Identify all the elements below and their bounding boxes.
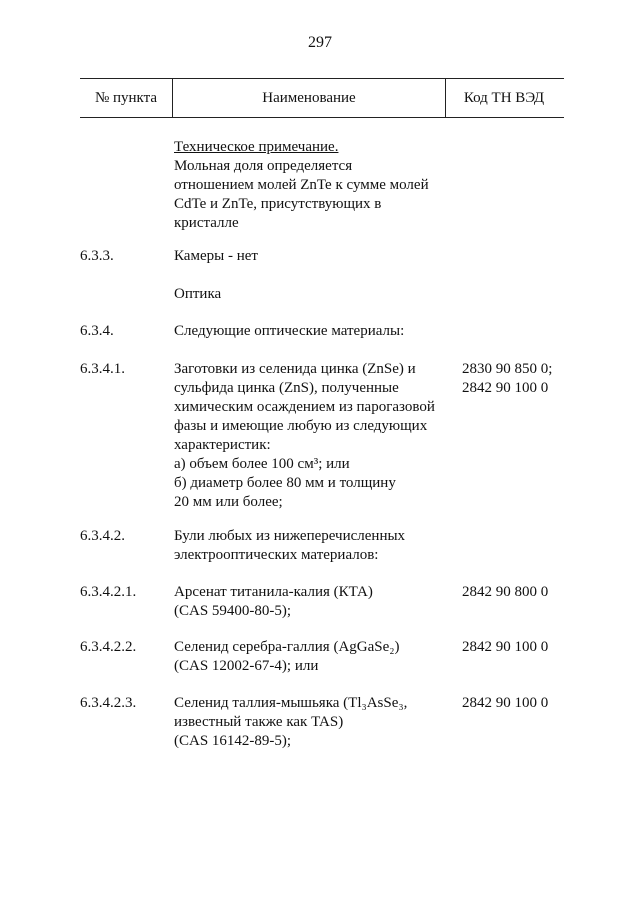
note-line: отношением молей ZnTe к сумме молей bbox=[174, 177, 429, 193]
entry-number: 6.3.4.2.3. bbox=[80, 695, 137, 711]
tnved-code: 2842 90 100 0 bbox=[462, 639, 549, 655]
entry-number: 6.3.4. bbox=[80, 323, 114, 339]
entry-text: (CAS 59400-80-5); bbox=[174, 603, 292, 619]
entry-text: Були любых из нижеперечисленных bbox=[174, 528, 406, 544]
entry-text: электрооптических материалов: bbox=[174, 547, 379, 563]
tnved-code: 2842 90 100 0 bbox=[462, 695, 549, 711]
entry-text: б) диаметр более 80 мм и толщину bbox=[174, 475, 396, 491]
entry-text: Селенид таллия-мышьяка (Tl₃AsSe₃, bbox=[174, 695, 408, 711]
entry-text: Следующие оптические материалы: bbox=[174, 323, 405, 339]
entry-text: Заготовки из селенида цинка (ZnSe) и bbox=[174, 361, 416, 377]
entry-text: химическим осаждением из парогазовой bbox=[174, 399, 435, 415]
entry-text: сульфида цинка (ZnS), полученные bbox=[174, 380, 399, 396]
entry-text: 20 мм или более; bbox=[174, 494, 283, 510]
page-number: 297 bbox=[308, 34, 332, 51]
entry-number: 6.3.4.2.1. bbox=[80, 584, 137, 600]
entry-text: фазы и имеющие любую из следующих bbox=[174, 418, 428, 434]
note-line: Мольная доля определяется bbox=[174, 158, 353, 174]
entry-text: (CAS 16142-89-5); bbox=[174, 733, 292, 749]
note-line: кристалле bbox=[174, 215, 239, 231]
entry-text: известный также как TAS) bbox=[174, 714, 344, 730]
entry-number: 6.3.3. bbox=[80, 248, 114, 264]
note-title: Техническое примечание. bbox=[174, 139, 339, 155]
entry-text: Камеры - нет bbox=[174, 248, 258, 264]
note-line: CdTe и ZnTe, присутствующих в bbox=[174, 196, 382, 212]
tnved-code: 2842 90 800 0 bbox=[462, 584, 549, 600]
entry-number: 6.3.4.2.2. bbox=[80, 639, 137, 655]
table-header bbox=[80, 78, 564, 118]
header-col-code: Код ТН ВЭД bbox=[463, 90, 545, 106]
entry-text: (CAS 12002-67-4); или bbox=[174, 658, 319, 674]
entry-text: а) объем более 100 см³; или bbox=[174, 456, 350, 472]
entry-number: 6.3.4.1. bbox=[80, 361, 125, 377]
entry-text: Селенид серебра-галлия (AgGaSe₂) bbox=[174, 639, 400, 655]
header-col-name: Наименование bbox=[172, 79, 446, 117]
entry-number: 6.3.4.2. bbox=[80, 528, 125, 544]
tnved-code: 2830 90 850 0; bbox=[462, 361, 553, 377]
entry-text: Арсенат титанила-калия (КТА) bbox=[174, 584, 373, 600]
tnved-code: 2842 90 100 0 bbox=[462, 380, 549, 396]
entry-text: характеристик: bbox=[174, 437, 271, 453]
section-heading: Оптика bbox=[174, 286, 222, 302]
header-col-number: № пункта bbox=[94, 90, 158, 106]
